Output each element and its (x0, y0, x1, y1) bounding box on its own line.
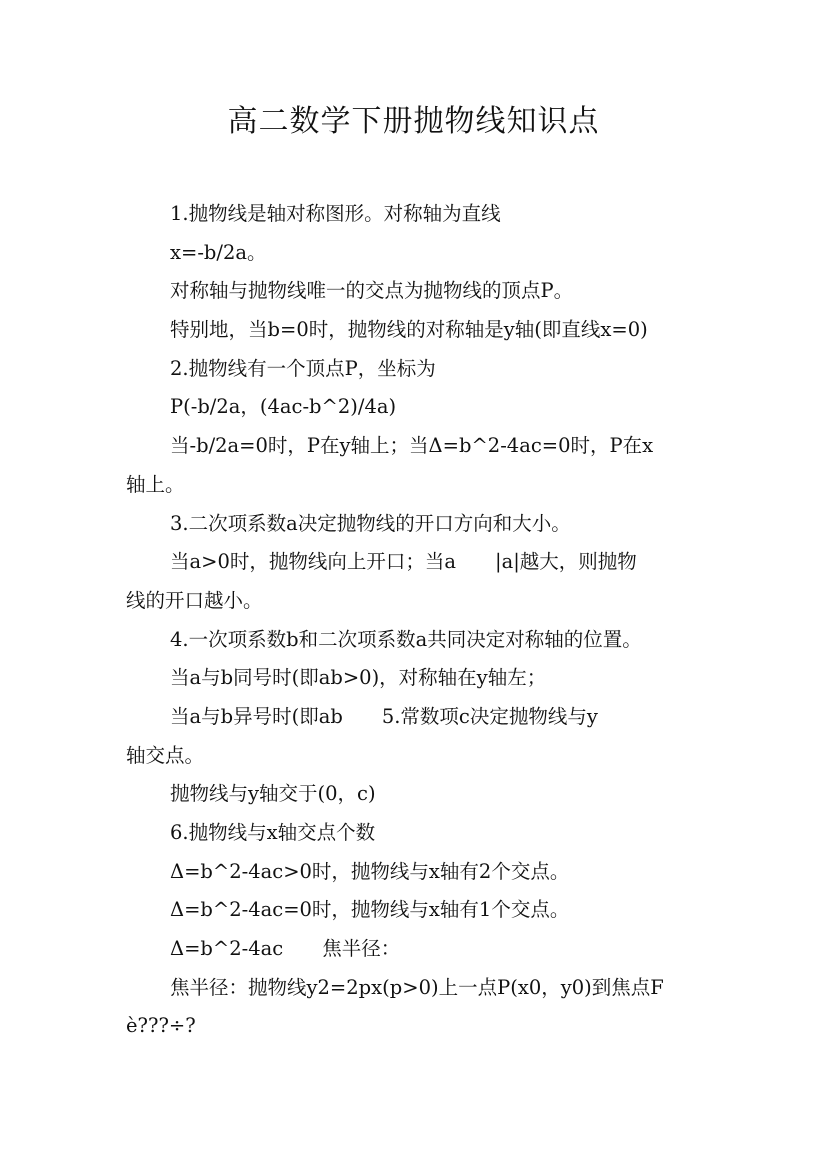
body-line: 抛物线与y轴交于(0，c) (170, 782, 376, 806)
body-line: 3.二次项系数a决定抛物线的开口方向和大小。 (170, 511, 571, 535)
document-body (126, 195, 704, 1046)
body-line: 1.抛物线是轴对称图形。对称轴为直线 (170, 202, 501, 225)
body-line: 当a与b异号时(即ab 5.常数项c决定抛物线与y (170, 704, 598, 728)
body-line: 当-b/2a=0时，P在y轴上；当Δ=b^2-4ac=0时，P在x (170, 434, 654, 458)
body-line: P(-b/2a，(4ac-b^2)/4a) (170, 395, 397, 419)
body-line: 特别地，当b=0时，抛物线的对称轴是y轴(即直线x=0) (170, 318, 648, 342)
body-line: 当a与b同号时(即ab>0)，对称轴在y轴左； (170, 666, 547, 690)
body-line: Δ=b^2-4ac>0时，抛物线与x轴有2个交点。 (170, 859, 570, 883)
body-line: 线的开口越小。 (126, 588, 263, 612)
body-line: 6.抛物线与x轴交点个数 (170, 821, 376, 844)
body-line: 轴交点。 (126, 743, 205, 767)
body-line: x=-b/2a。 (170, 240, 267, 264)
body-line: Δ=b^2-4ac 焦半径： (170, 937, 401, 961)
body-line: è???÷? (126, 1014, 196, 1038)
body-line: 轴上。 (126, 472, 185, 496)
body-line: 对称轴与抛物线唯一的交点为抛物线的顶点P。 (170, 279, 574, 303)
body-line: 焦半径：抛物线y2=2px(p>0)上一点P(x0，y0)到焦点F (170, 975, 664, 999)
body-line: 2.抛物线有一个顶点P，坐标为 (170, 356, 436, 380)
body-line: 当a>0时，抛物线向上开口；当a |a|越大，则抛物 (170, 550, 637, 574)
body-line: Δ=b^2-4ac=0时，抛物线与x轴有1个交点。 (170, 898, 570, 922)
body-line: 4.一次项系数b和二次项系数a共同决定对称轴的位置。 (170, 627, 642, 651)
document-title: 高二数学下册抛物线知识点 (227, 104, 600, 139)
